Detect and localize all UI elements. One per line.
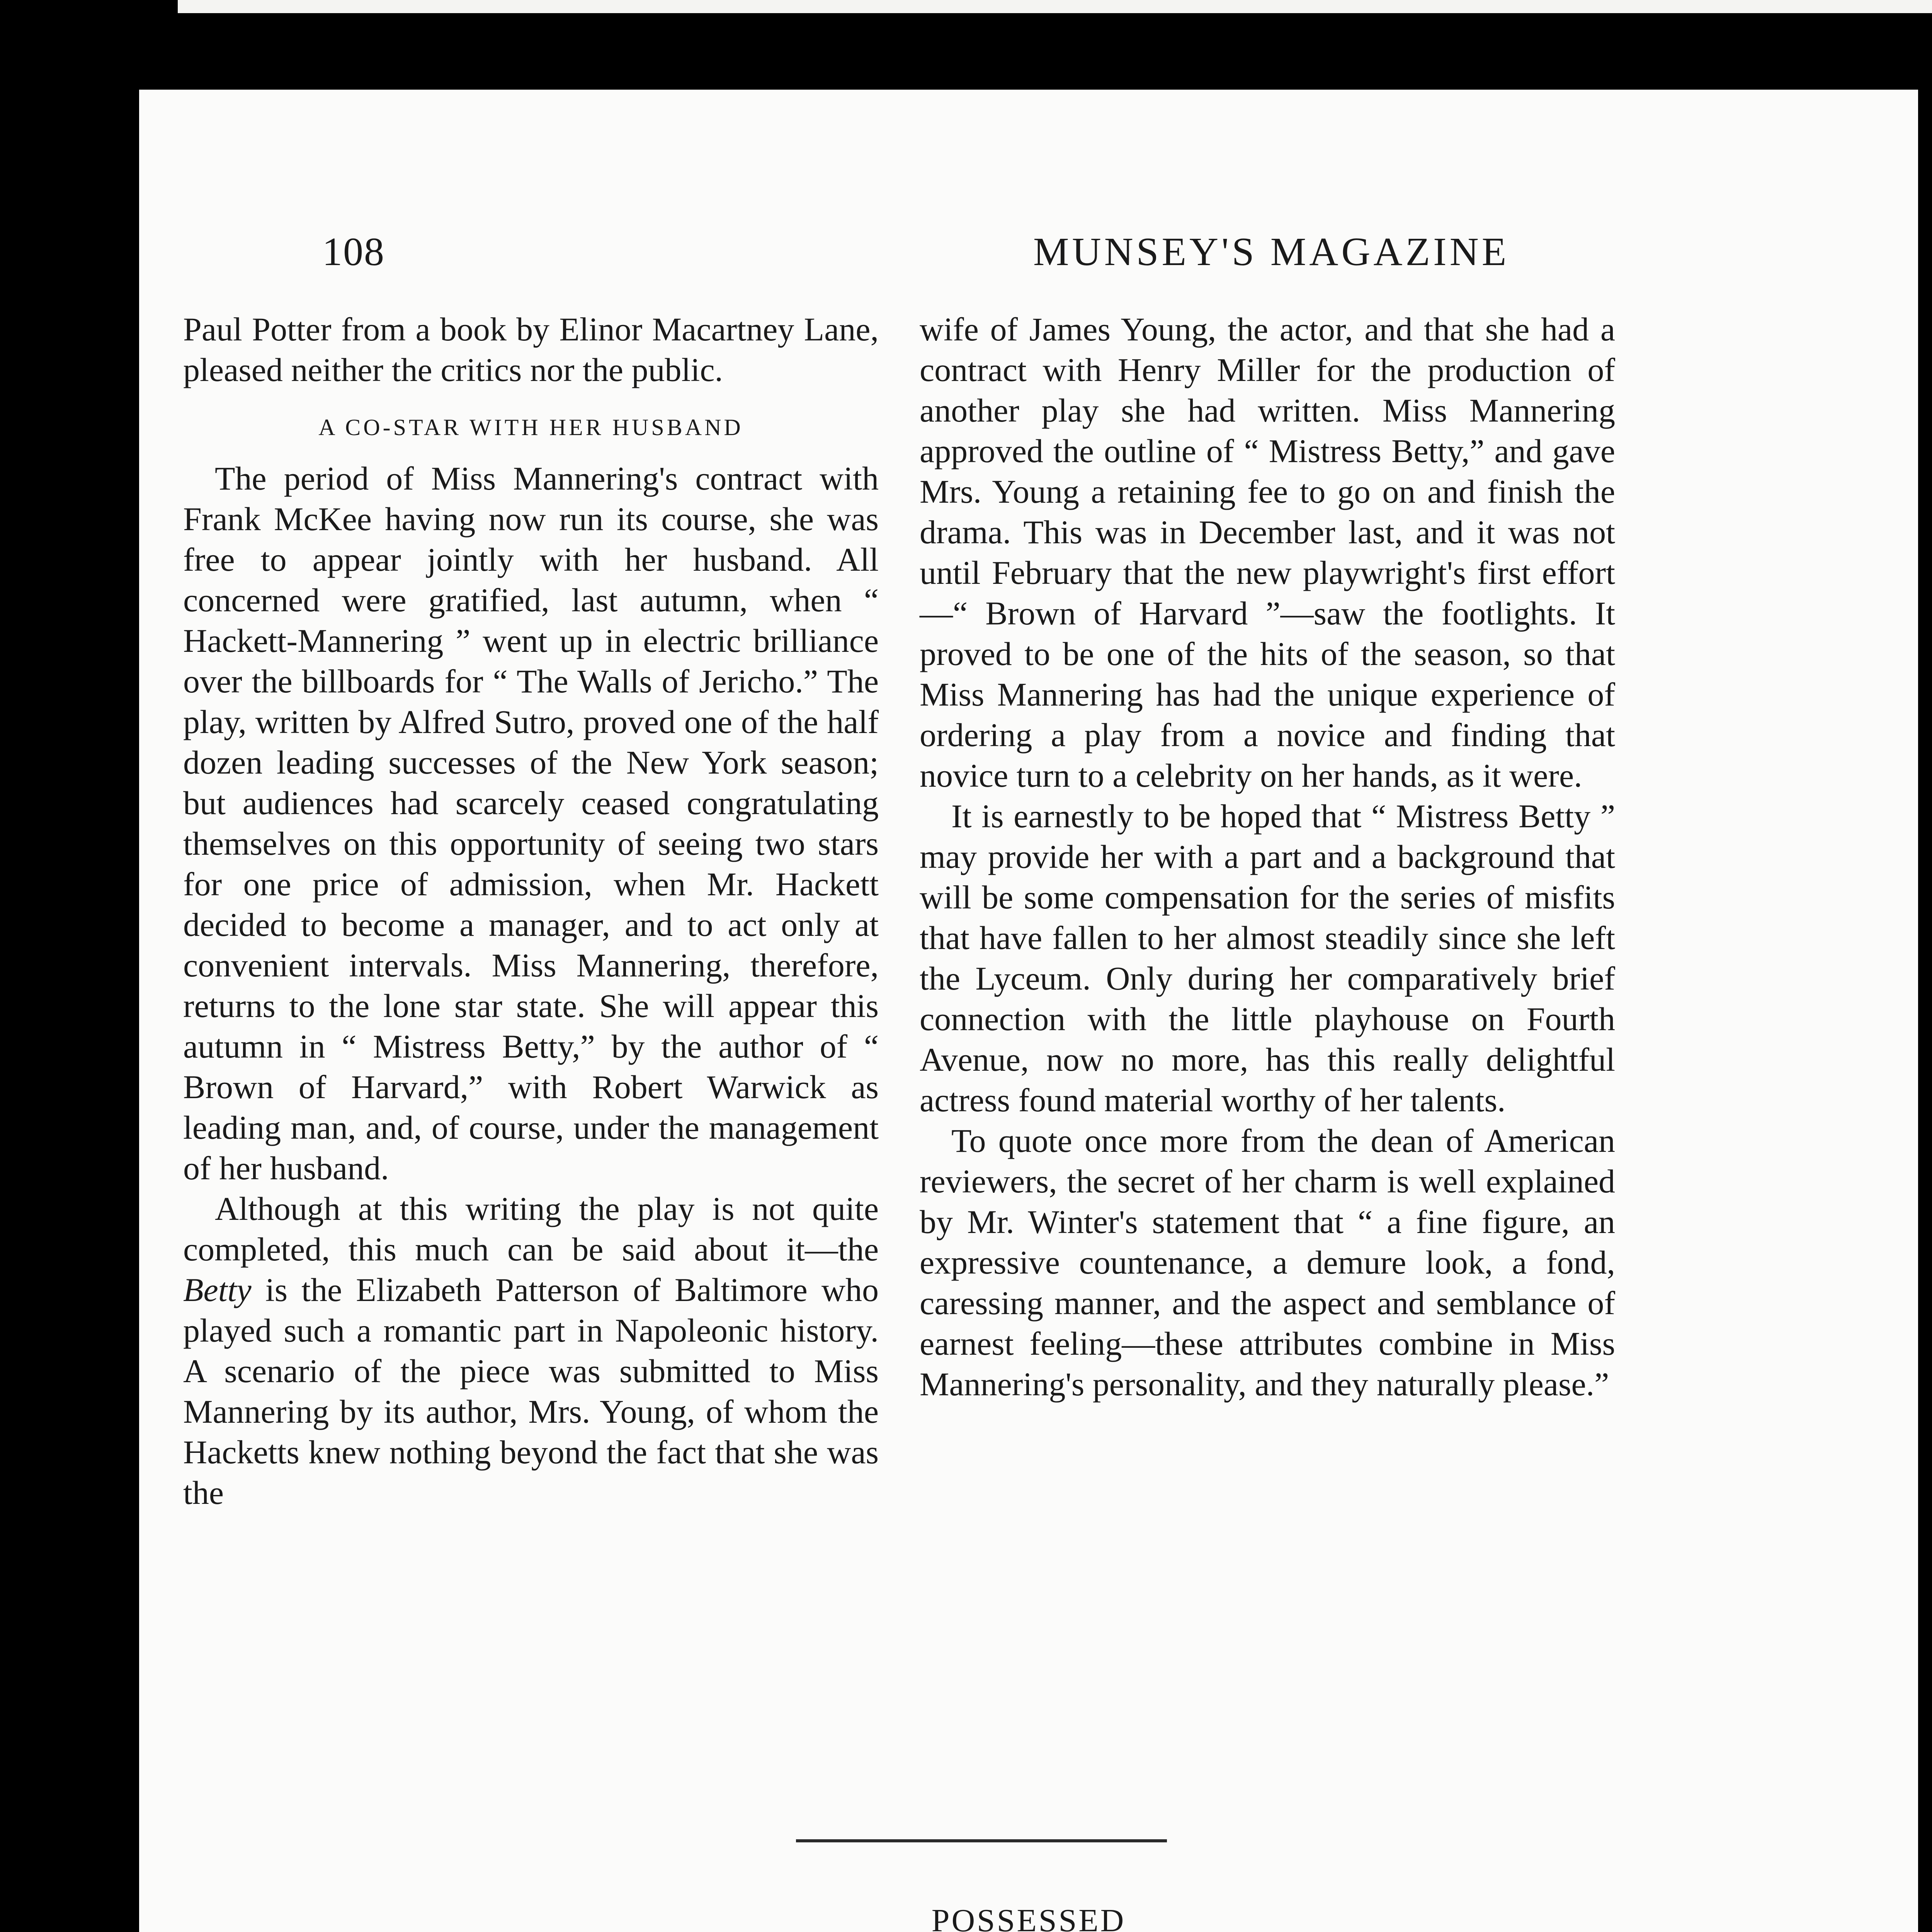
paragraph: Paul Potter from a book by Elinor Macartney Lane, pleased neither the critics nor the public. [183,311,879,388]
paragraph: It is earnestly to be hoped that “ Mistress Betty ” may provide her with a part and a background that will be some compensation for the series of misfits that have fallen to her almost steadily since she left the Lyceum. Only during her comparatively brief connection with the little playhouse on Fourth Avenue, now no more, has this really delightful actress found material worthy of her talents. [920,798,1615,1119]
text-run: is the Elizabeth Patterson of Baltimore who played such a romantic part in Napoleonic history. A scenario of the piece was submitted to Miss Mannering by its author, Mrs. Young, of whom the Hacketts knew nothing beyond the fact that she was the [183,1271,879,1511]
magazine-page [139,90,1918,1932]
page-number: 108 [322,230,385,274]
left-column [183,309,879,1513]
paragraph [183,1189,879,1513]
running-head: MUNSEY'S MAGAZINE [1033,230,1510,274]
paragraph: wife of James Young, the actor, and that she had a contract with Henry Miller for the production of another play she had written. Miss Mannering approved the outline of “ Mistress Betty,” and gave Mrs. Young a retaining fee to go on and finish the drama. This was in December last, and it was not until February that the new playwright's first effort—“ Brown of Harvard ”—saw the footlights. It proved to be one of the hits of the season, so that Miss Mannering has had the unique experience of ordering a play from a novice and finding that novice turn to a celebrity on her hands, as it were. [920,311,1615,794]
section-subhead: A CO-STAR WITH HER HUSBAND [318,415,743,440]
paragraph: To quote once more from the dean of American reviewers, the secret of her charm is well explained by Mr. Winter's statement that “ a fine figure, an expressive countenance, a demure look, a fond, caressing manner, and the aspect and semblance of earnest feeling—these attributes combine in Miss Mannering's personality, and they naturally please.” [920,1122,1615,1403]
poem-title: POSSESSED [931,1903,1126,1932]
italic-title: Betty [183,1271,252,1308]
text-run: Although at this writing the play is not quite completed, this much can be said about it—the [183,1190,879,1268]
page-header [322,229,1814,306]
paragraph: The period of Miss Mannering's contract with Frank McKee having now run its course, she was free to appear jointly with her husband. All concerned were gratified, last autumn, when “ Hackett-Mannering ” went up in electric brilliance over the billboards for “ The Walls of Jericho.” The play, written by Alfred Sutro, proved one of the half dozen leading successes of the New York season; but audiences had scarcely ceased congratulating themselves on this opportunity of seeing two stars for one price of admission, when Mr. Hackett decided to become a manager, and to act only at convenient intervals. Miss Mannering, therefore, returns to the lone star state. She will appear this autumn in “ Mistress Betty,” by the author of “ Brown of Harvard,” with Robert Warwick as leading man, and, of course, under the management of her husband. [183,460,879,1187]
top-page-edge [178,0,1932,13]
right-column [920,309,1615,1405]
section-divider [796,1839,1167,1842]
